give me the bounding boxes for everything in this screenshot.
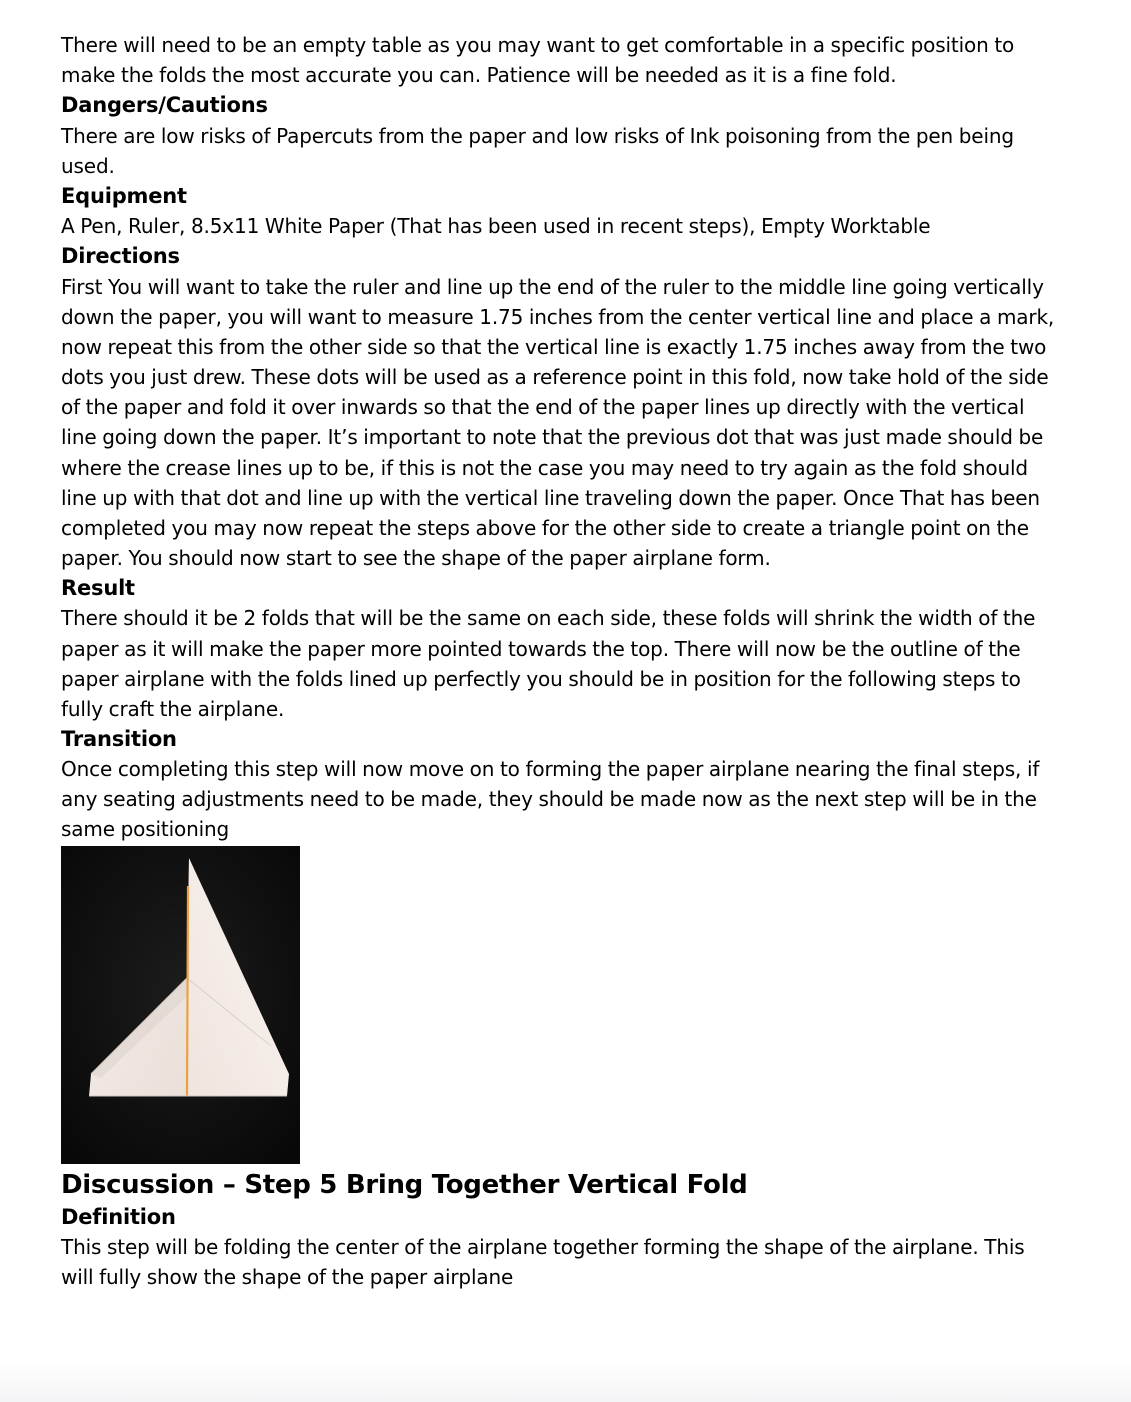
step5-heading: Discussion – Step 5 Bring Together Vertical Fold (61, 1169, 748, 1200)
folded-paper-airplane-photo (61, 846, 300, 1164)
equipment-paragraph: A Pen, Ruler, 8.5x11 White Paper (That has been used in recent steps), Empty Worktable (61, 214, 931, 239)
intro-paragraph: There will need to be an empty table as you may want to get comfortable in a specific position to make the folds the most accurate you can. Patience will be needed as it is a fine fold. (61, 33, 1015, 88)
equipment-heading: Equipment (61, 183, 187, 208)
directions-heading: Directions (61, 244, 180, 269)
transition-paragraph: Once completing this step will now move on to forming the paper airplane nearing the final steps, if any seating adjustments need to be made, they should be made now as the next step will be in the same positioning (61, 757, 1040, 842)
transition-heading: Transition (61, 726, 177, 751)
result-paragraph: There should it be 2 folds that will be the same on each side, these folds will shrink the width of the paper as it will make the paper more pointed towards the top. There will now be the outline of the paper airplane with the folds lined up perfectly you should be in position for the following steps to fully craft the airplane. (61, 606, 1036, 721)
directions-paragraph: First You will want to take the ruler and line up the end of the ruler to the middle line going vertically down the paper, you will want to measure 1.75 inches from the center vertical line and place a mark, now repeat this from the other side so that the vertical line is exactly 1.75 inches away from the two dots you just drew. These dots will be used as a reference point in this fold, now take hold of the side of the paper and fold it over inwards so that the end of the paper lines up directly with the vertical line going down the paper. It’s important to note that the previous dot that was just made should be where the crease lines up to be, if this is not the case you may need to try again as the fold should line up with that dot and line up with the vertical line traveling down the paper. Once That has been completed you may now repeat the steps above for the other side to create a triangle point on the paper. You should now start to see the shape of the paper airplane form. (61, 274, 1055, 570)
definition-paragraph: This step will be folding the center of the airplane together forming the shape of the airplane. This will fully show the shape of the paper airplane (61, 1235, 1025, 1290)
definition-heading: Definition (61, 1204, 176, 1229)
page-bottom-fade (0, 1362, 1131, 1402)
dangers-paragraph: There are low risks of Papercuts from the paper and low risks of Ink poisoning from the pen being used. (61, 123, 1014, 178)
dangers-heading: Dangers/Cautions (61, 93, 268, 118)
document-page (61, 30, 1061, 1292)
center-vertical-line (187, 886, 188, 1096)
result-heading: Result (61, 575, 135, 600)
